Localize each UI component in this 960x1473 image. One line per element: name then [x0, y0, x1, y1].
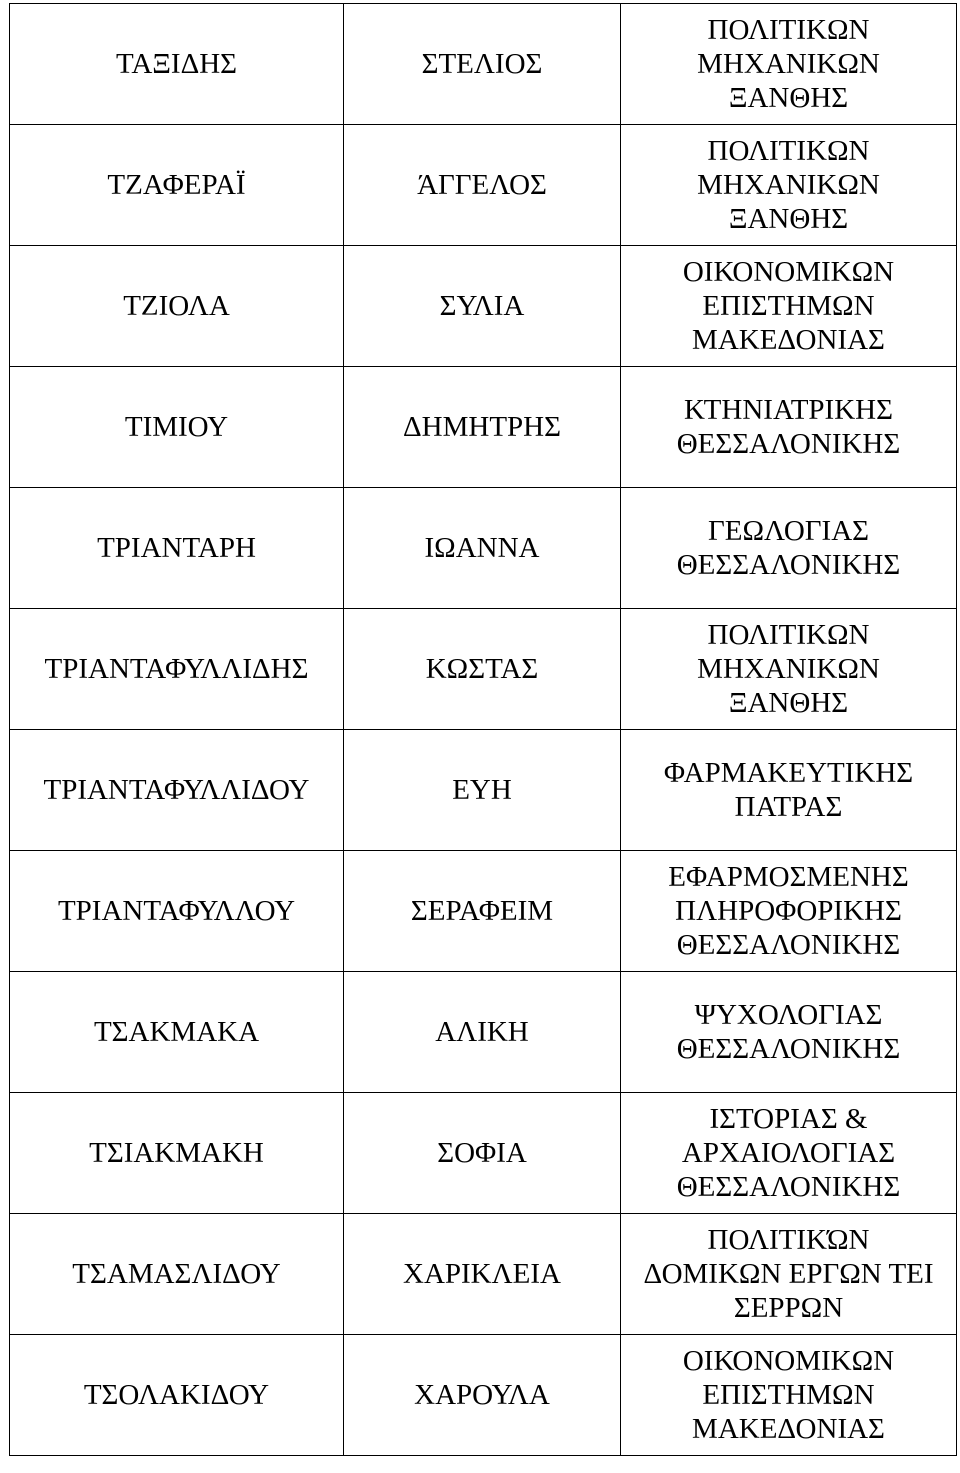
- table-row: [10, 972, 957, 1093]
- school-cell: ΟΙΚΟΝΟΜΙΚΩΝ ΕΠΙΣΤΗΜΩΝ ΜΑΚΕΔΟΝΙΑΣ: [621, 1335, 957, 1456]
- school-cell: ΨΥΧΟΛΟΓΙΑΣ ΘΕΣΣΑΛΟΝΙΚΗΣ: [621, 972, 957, 1093]
- surname-cell: ΤΣΑΜΑΣΛΙΔΟΥ: [10, 1214, 344, 1335]
- first-name-cell: ΕΥΗ: [344, 730, 621, 851]
- table-row: [10, 851, 957, 972]
- school-cell: ΠΟΛΙΤΙΚΩΝ ΜΗΧΑΝΙΚΩΝ ΞΑΝΘΗΣ: [621, 125, 957, 246]
- surname-cell: ΤΡΙΑΝΤΑΦΥΛΛΙΔΗΣ: [10, 609, 344, 730]
- first-name-cell: ΣΕΡΑΦΕΙΜ: [344, 851, 621, 972]
- first-name-cell: ΚΩΣΤΑΣ: [344, 609, 621, 730]
- table-row: [10, 246, 957, 367]
- first-name-cell: ΑΛΙΚΗ: [344, 972, 621, 1093]
- school-cell: ΠΟΛΙΤΙΚΩΝ ΜΗΧΑΝΙΚΩΝ ΞΑΝΘΗΣ: [621, 4, 957, 125]
- table-row: [10, 1335, 957, 1456]
- table-row: [10, 4, 957, 125]
- school-cell: ΓΕΩΛΟΓΙΑΣ ΘΕΣΣΑΛΟΝΙΚΗΣ: [621, 488, 957, 609]
- school-cell: ΠΟΛΙΤΙΚΩΝ ΜΗΧΑΝΙΚΩΝ ΞΑΝΘΗΣ: [621, 609, 957, 730]
- surname-cell: ΤΣΟΛΑΚΙΔΟΥ: [10, 1335, 344, 1456]
- table-row: [10, 1214, 957, 1335]
- surname-cell: ΤΙΜΙΟΥ: [10, 367, 344, 488]
- school-cell: ΠΟΛΙΤΙΚΏΝ ΔΟΜΙΚΩΝ ΕΡΓΩΝ ΤΕΙ ΣΕΡΡΩΝ: [621, 1214, 957, 1335]
- surname-cell: ΤΡΙΑΝΤΑΦΥΛΛΟΥ: [10, 851, 344, 972]
- table-body: [10, 4, 957, 1456]
- first-name-cell: ΆΓΓΕΛΟΣ: [344, 125, 621, 246]
- students-table: [9, 3, 957, 1456]
- first-name-cell: ΧΑΡΟΥΛΑ: [344, 1335, 621, 1456]
- school-cell: ΚΤΗΝΙΑΤΡΙΚΗΣ ΘΕΣΣΑΛΟΝΙΚΗΣ: [621, 367, 957, 488]
- table-row: [10, 367, 957, 488]
- surname-cell: ΤΡΙΑΝΤΑΦΥΛΛΙΔΟΥ: [10, 730, 344, 851]
- first-name-cell: ΙΩΑΝΝΑ: [344, 488, 621, 609]
- surname-cell: ΤΑΞΙΔΗΣ: [10, 4, 344, 125]
- table-row: [10, 125, 957, 246]
- table-row: [10, 730, 957, 851]
- surname-cell: ΤΖΑΦΕΡΑΪ: [10, 125, 344, 246]
- first-name-cell: ΣΟΦΙΑ: [344, 1093, 621, 1214]
- table-row: [10, 1093, 957, 1214]
- first-name-cell: ΔΗΜΗΤΡΗΣ: [344, 367, 621, 488]
- school-cell: ΦΑΡΜΑΚΕΥΤΙΚΗΣ ΠΑΤΡΑΣ: [621, 730, 957, 851]
- surname-cell: ΤΖΙΟΛΑ: [10, 246, 344, 367]
- first-name-cell: ΧΑΡΙΚΛΕΙΑ: [344, 1214, 621, 1335]
- school-cell: ΕΦΑΡΜΟΣΜΕΝΗΣ ΠΛΗΡΟΦΟΡΙΚΗΣ ΘΕΣΣΑΛΟΝΙΚΗΣ: [621, 851, 957, 972]
- surname-cell: ΤΣΑΚΜΑΚΑ: [10, 972, 344, 1093]
- first-name-cell: ΣΥΛΙΑ: [344, 246, 621, 367]
- table-row: [10, 488, 957, 609]
- table-row: [10, 609, 957, 730]
- first-name-cell: ΣΤΕΛΙΟΣ: [344, 4, 621, 125]
- school-cell: ΙΣΤΟΡΙΑΣ & ΑΡΧΑΙΟΛΟΓΙΑΣ ΘΕΣΣΑΛΟΝΙΚΗΣ: [621, 1093, 957, 1214]
- surname-cell: ΤΣΙΑΚΜΑΚΗ: [10, 1093, 344, 1214]
- school-cell: ΟΙΚΟΝΟΜΙΚΩΝ ΕΠΙΣΤΗΜΩΝ ΜΑΚΕΔΟΝΙΑΣ: [621, 246, 957, 367]
- surname-cell: ΤΡΙΑΝΤΑΡΗ: [10, 488, 344, 609]
